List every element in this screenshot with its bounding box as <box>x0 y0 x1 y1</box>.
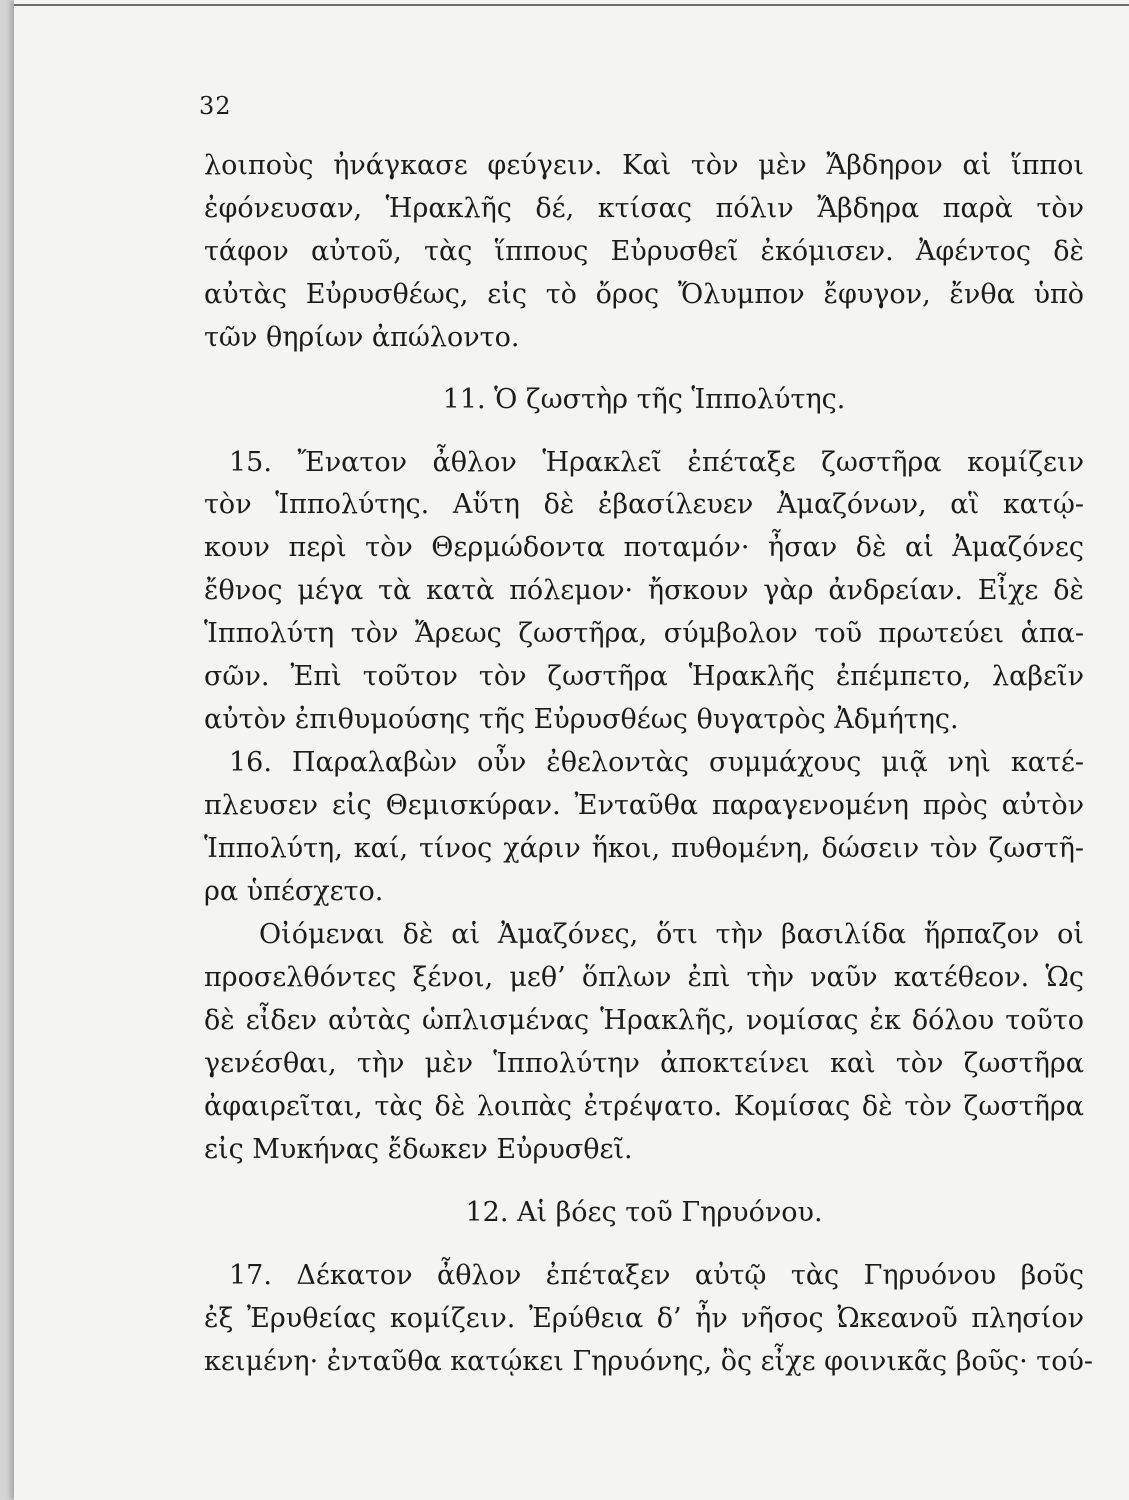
text-line: ἐξ Ἐρυθείας κομίζειν. Ἐρύθεια δ’ ἦν νῆσος Ὠκεανοῦ πλησίον <box>204 1303 1084 1334</box>
text-line: τὸν Ἱππολύτης. Αὕτη δὲ ἐβασίλευεν Ἀμαζόνων, αἳ κατῴ- <box>204 489 1084 520</box>
text-line: αὐτὸν ἐπιθυμούσης τῆς Εὐρυσθέως θυγατρὸς Ἀδμήτης. <box>204 704 959 735</box>
page-number: 32 <box>199 92 232 120</box>
text-line: λοιποὺς ἠνάγκασε φεύγειν. Καὶ τὸν μὲν Ἄβδηρον αἱ ἵπποι <box>204 150 1084 181</box>
text-line: κουν περὶ τὸν Θερμώδοντα ποταμόν· ἦσαν δὲ αἱ Ἀμαζόνες <box>204 532 1084 563</box>
text-line: ἔθνος μέγα τὰ κατὰ πόλεμον· ἤσκουν γὰρ ἀνδρείαν. Εἶχε δὲ <box>204 575 1084 606</box>
text-line: σῶν. Ἐπὶ τοῦτον τὸν ζωστῆρα Ἡρακλῆς ἐπέμπετο, λαβεῖν <box>204 661 1084 692</box>
section-heading: 11. Ὁ ζωστὴρ τῆς Ἱππολύτης. <box>442 384 846 415</box>
paragraph-first-line: 17. Δέκατον ἆθλον ἐπέταξεν αὐτῷ τὰς Γηρυόνου βοῦς <box>229 1260 1084 1291</box>
text-line: αὐτὰς Εὐρυσθέως, εἰς τὸ ὄρος Ὄλυμπον ἔφυγον, ἔνθα ὑπὸ <box>204 279 1084 310</box>
text-line: πλευσεν εἰς Θεμισκύραν. Ἐνταῦθα παραγενομένη πρὸς αὐτὸν <box>204 790 1084 821</box>
section-heading: 12. Αἱ βόες τοῦ Γηρυόνου. <box>465 1197 823 1228</box>
text-line: κειμένη· ἐνταῦθα κατῴκει Γηρυόνης, ὃς εἶχε φοινικᾶς βοῦς· τού- <box>204 1346 1094 1377</box>
paragraph-first-line: 16. Παραλαβὼν οὖν ἐθελοντὰς συμμάχους μιᾷ νηὶ κατέ- <box>229 747 1084 778</box>
text-line: εἰς Μυκήνας ἔδωκεν Εὐρυσθεῖ. <box>204 1134 633 1165</box>
paragraph-first-line: Οἰόμεναι δὲ αἱ Ἀμαζόνες, ὅτι τὴν βασιλίδα ἥρπαζον οἱ <box>259 919 1084 950</box>
text-line: τάφον αὐτοῦ, τὰς ἵππους Εὐρυσθεῖ ἐκόμισεν. Ἀφέντος δὲ <box>204 236 1084 267</box>
text-line: τῶν θηρίων ἀπώλοντο. <box>204 322 520 353</box>
book-page <box>14 0 1129 1500</box>
text-line: προσελθόντες ξένοι, μεθ’ ὅπλων ἐπὶ τὴν ναῦν κατέθεον. Ὡς <box>204 962 1084 993</box>
text-line: δὲ εἶδεν αὐτὰς ὡπλισμένας Ἡρακλῆς, νομίσας ἐκ δόλου τοῦτο <box>204 1005 1084 1036</box>
page-top-edge <box>14 4 1129 6</box>
text-line: ἐφόνευσαν, Ἡρακλῆς δέ, κτίσας πόλιν Ἄβδηρα παρὰ τὸν <box>204 193 1084 224</box>
text-line: Ἱππολύτη, καί, τίνος χάριν ἥκοι, πυθομένη, δώσειν τὸν ζωστῆ- <box>204 833 1084 864</box>
text-line: Ἱππολύτη τὸν Ἄρεως ζωστῆρα, σύμβολον τοῦ πρωτεύει ἁπα- <box>204 618 1084 649</box>
text-line: ρα ὑπέσχετο. <box>204 876 384 907</box>
text-line: γενέσθαι, τὴν μὲν Ἱππολύτην ἀποκτείνει καὶ τὸν ζωστῆρα <box>204 1048 1084 1079</box>
text-line: ἀφαιρεῖται, τὰς δὲ λοιπὰς ἐτρέψατο. Κομίσας δὲ τὸν ζωστῆρα <box>204 1091 1084 1122</box>
paragraph-first-line: 15. Ἔνατον ἆθλον Ἡρακλεῖ ἐπέταξε ζωστῆρα κομίζειν <box>229 447 1084 478</box>
